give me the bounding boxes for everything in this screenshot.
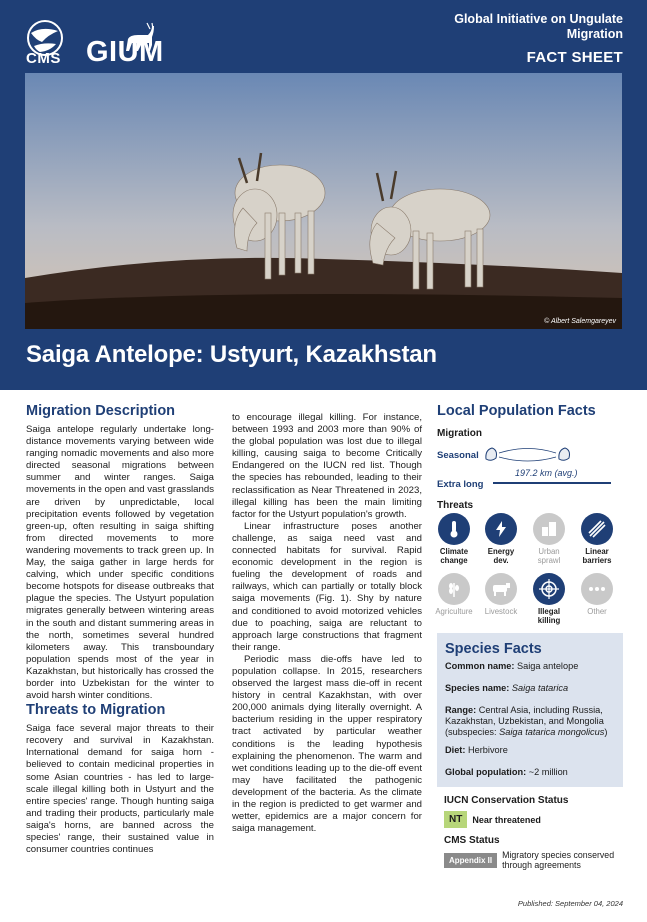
species-facts-box: [437, 633, 623, 787]
cow-icon: [485, 573, 517, 605]
cms-status-row: [444, 850, 624, 870]
published-date: Published: September 04, 2024: [517, 899, 623, 908]
wheat-icon: [438, 573, 470, 605]
range-label: Range:: [445, 705, 477, 715]
linear-infrastructure-text: Linear infrastructure poses another challenge, as saiga need vast and connected habitats for survival. Rapid economic development in the region is fueling the development of roads and railways, which can partially or totally block saiga movements (Fig. 1). Shy by nature and conditioned to avoid motorized vehicles due to poaching, saiga are reluctant to approach large constructions that fragment their range.: [232, 520, 422, 653]
diet-value: Herbivore: [467, 745, 508, 755]
threat-label: Climate change: [439, 547, 469, 565]
local-population-facts: [435, 403, 623, 625]
range-value: Central Asia, including Russia, Kazakhstan, Uzbekistan, and Mongolia (subspecies:: [445, 705, 604, 738]
logos: [22, 8, 162, 68]
threat-agriculture: [433, 573, 475, 616]
gium-logo-text: GIUM: [86, 36, 164, 68]
seasonal-migration-icon: [483, 444, 573, 466]
iucn-badge: NT: [444, 811, 467, 828]
saiga-photo: [25, 73, 622, 329]
threat-label: Urban sprawl: [537, 547, 561, 565]
population-label: Global population:: [445, 767, 527, 777]
building-icon: [533, 513, 565, 545]
iucn-status-text: Near threatened: [472, 814, 541, 825]
species-name-label: Species name:: [445, 683, 510, 693]
population-row: [445, 767, 621, 778]
distance-bar: [493, 482, 611, 484]
threat-livestock: [480, 573, 522, 616]
dots-icon: [581, 573, 613, 605]
threat-linear-barriers: [576, 513, 618, 565]
threats-text-continued: to encourage illegal killing. For instance, between 1993 and 2003 more than 90% of the global population was lost due to illegal killing, causing saiga to become Critically Endangered on the IUCN red list. Though the species has rebounded, leading to their reclassification as Near Threatened in 2023, illegal killing has been the main limiting factor for the Ustyurt population's growth.: [232, 412, 422, 520]
initiative-title: Global Initiative on Ungulate Migration: [454, 12, 623, 41]
header-banner: [0, 0, 647, 390]
crosshair-icon: [533, 573, 565, 605]
threat-label: Illegal killing: [537, 607, 561, 625]
iucn-status-row: [444, 811, 624, 828]
migration-label: Migration: [437, 428, 482, 439]
extra-long-label: Extra long: [437, 479, 484, 490]
migration-description-text: Saiga antelope regularly undertake long-distance movements varying between wide ranging nomadic movements and also more directed seasonal migrations between summer and winter ranges. Saiga movements in the open and vast grasslands are driven by unpredictable, local precipitation events followed by vegetation green-up, often resulting in saiga shifting from directed movements to more wandering movements to track green up. In May, the saiga gather in large herds for calving, which under specific conditions become hotspots for disease outbreaks that plague the species. The Ustyurt population migrates generally between wintering areas in the south and distant summering areas in the north, sometimes several hundred kilometers away. This transboundary population spends most of the year in Kazakhstan, but historically has crossed the border into Uzbekistan for the winter to avoid harsh winter conditions.: [26, 424, 214, 702]
common-name-label: Common name:: [445, 661, 515, 671]
iucn-heading: IUCN Conservation Status: [444, 795, 569, 806]
cms-status-text: Migratory species conserved through agreements: [502, 850, 615, 870]
threat-energy-dev: [480, 513, 522, 565]
diet-label: Diet:: [445, 745, 466, 755]
appendix-badge: Appendix II: [444, 853, 497, 868]
extra-long-row: [437, 468, 623, 494]
threat-illegal-killing: [528, 573, 570, 625]
threat-label: Energy dev.: [487, 547, 515, 565]
common-name-value: Saiga antelope: [517, 661, 579, 671]
range-subspecies: Saiga tatarica mongolicus: [499, 727, 605, 738]
species-facts-heading: Species Facts: [445, 641, 542, 657]
seasonal-label: Seasonal: [437, 450, 479, 461]
cms-logo-text: CMS: [26, 50, 61, 67]
left-column: [26, 403, 214, 856]
common-name-row: [445, 661, 621, 672]
species-name-value: Saiga tatarica: [511, 683, 569, 693]
threats-heading: Threats to Migration: [26, 702, 166, 719]
threat-label: Other: [587, 607, 607, 616]
threat-other: [576, 573, 618, 616]
threats-text: Saiga face several major threats to their recovery and survival in Kazakhstan. International demand for saiga horn - believed to contain medicinal properties in some Asian countries - has led to large-scale illegal killing both in Ustyurt and the entire species' range. Though hunting saiga and trading their products, particularly male saiga's horns, are banned across the species' range, their sustained value in consumer countries continues: [26, 723, 214, 856]
migration-description-heading: Migration Description: [26, 403, 176, 419]
threat-climate-change: [433, 513, 475, 565]
page-title: Saiga Antelope: Ustyurt, Kazakhstan: [26, 341, 437, 368]
population-value: ~2 million: [528, 767, 568, 777]
species-name-row: [445, 683, 621, 694]
diet-row: [445, 745, 621, 756]
threat-label: Livestock: [484, 607, 518, 616]
distance-value: 197.2 km (avg.): [515, 468, 578, 478]
conservation-status: [444, 795, 624, 870]
threat-urban-sprawl: [528, 513, 570, 565]
threats-label: Threats: [437, 500, 474, 511]
range-close: ): [604, 727, 608, 738]
seasonal-row: [437, 444, 623, 468]
cms-status-heading: CMS Status: [444, 835, 500, 846]
fact-sheet-label: FACT SHEET: [526, 49, 623, 66]
range-row: [445, 705, 621, 739]
thermometer-icon: [438, 513, 470, 545]
lightning-icon: [485, 513, 517, 545]
die-off-text: Periodic mass die-offs have led to population collapse. In 2015, researchers observed the largest mass die-off in recent history in central Kazakhstan, with over 200,000 animals dying literally overnight. A bacterium residing in the upper respiratory tract activated by particular weather conditions is the leading hypothesis explaining the phenomenon. The warm and wet conditions leading up to the die-off event may have facilitated the pathogenic development of the bacteria. As the climate in the region is predicted to get warmer and wetter, epidemics are a major concern for saiga management.: [232, 653, 422, 835]
local-facts-heading: Local Population Facts: [437, 403, 596, 419]
photo-credit: © Albert Salemgareyev: [544, 318, 616, 325]
railway-icon: [581, 513, 613, 545]
threat-label: Agriculture: [435, 607, 473, 616]
threat-label: Linear barriers: [582, 547, 612, 565]
middle-column: [232, 412, 422, 835]
